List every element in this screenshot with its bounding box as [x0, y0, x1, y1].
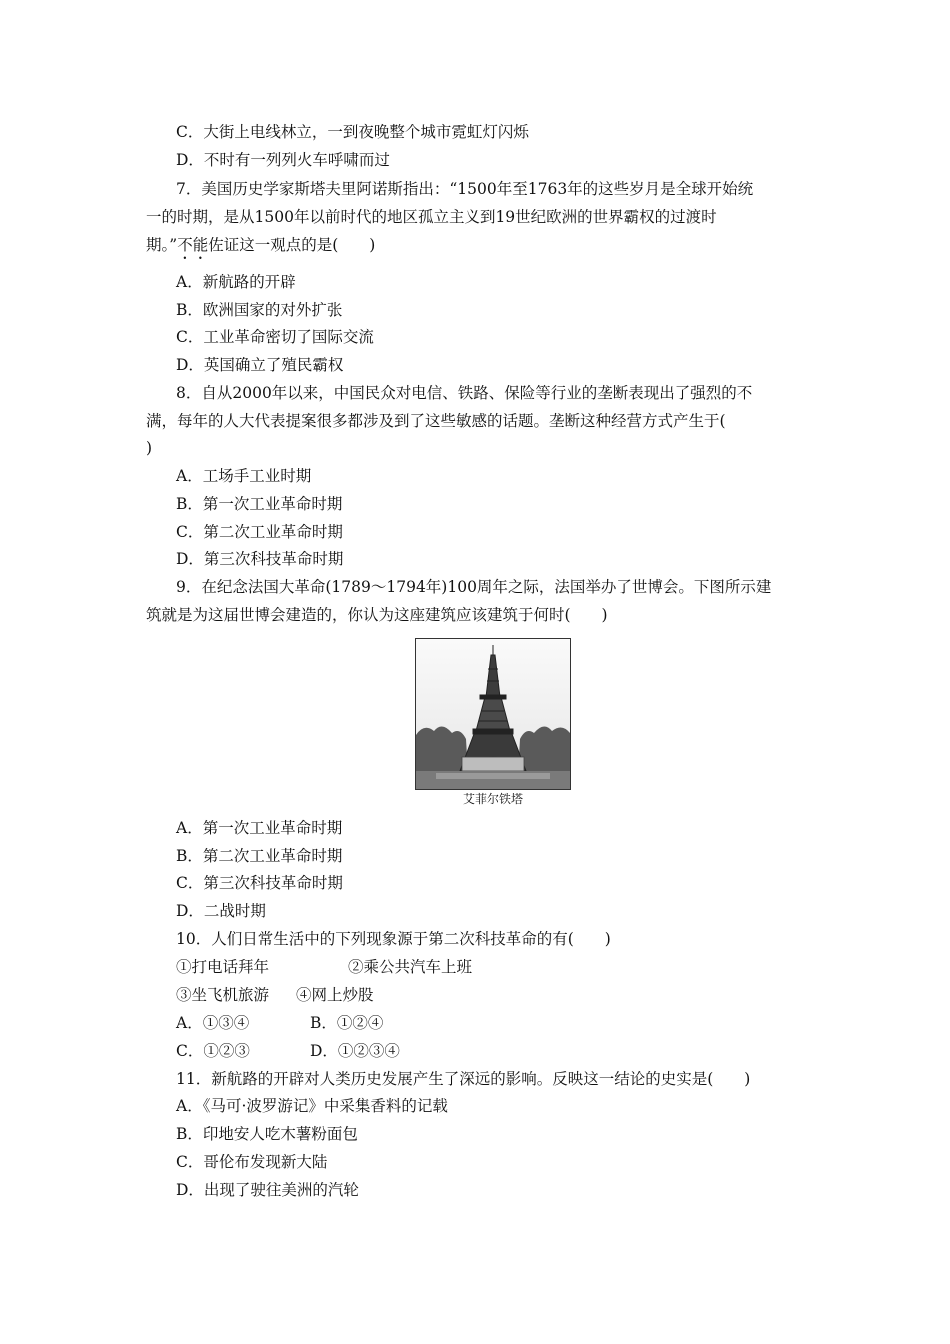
q10-item-3: ③坐飞机旅游	[176, 986, 270, 1004]
q11-option-b: B．印地安人吃木薯粉面包	[176, 1125, 358, 1143]
q6-option-d: D．不时有一列列火车呼啸而过	[176, 151, 390, 169]
q7-emphasis-text: 不能	[177, 236, 209, 254]
q11-stem: 11．新航路的开辟对人类历史发展产生了深远的影响。反映这一结论的史实是( )	[176, 1070, 751, 1088]
q10-option-a: A．①③④	[176, 1014, 250, 1032]
q10-item-1: ①打电话拜年	[176, 958, 270, 976]
q10-items-row1	[176, 953, 473, 981]
q8-stem-line1: 8．自从2000年以来，中国民众对电信、铁路、保险等行业的垄断表现出了强烈的不	[176, 384, 753, 402]
q7-option-c: C．工业革命密切了国际交流	[176, 328, 374, 346]
q8-option-b: B．第一次工业革命时期	[176, 495, 343, 513]
q7-stem-line1: 7．美国历史学家斯塔夫里阿诺斯指出：“1500年至1763年的这些岁月是全球开始统	[176, 180, 754, 198]
figure-caption: 艾菲尔铁塔	[462, 792, 523, 806]
q11-option-c: C．哥伦布发现新大陆	[176, 1153, 328, 1171]
q9-stem-line2: 筑就是为这届世博会建造的，你认为这座建筑应该建筑于何时( )	[146, 606, 608, 624]
q9-option-b: B．第二次工业革命时期	[176, 847, 343, 865]
q7-stem-line3	[146, 231, 375, 263]
q7-option-d: D．英国确立了殖民霸权	[176, 356, 344, 374]
eiffel-tower-icon	[416, 639, 570, 789]
q10-option-d: D．①②③④	[310, 1042, 400, 1060]
q10-option-c: C．①②③	[176, 1042, 250, 1060]
q7-stem-pre: 期。”	[146, 236, 178, 254]
eiffel-tower-photo	[415, 638, 571, 790]
q7-option-b: B．欧洲国家的对外扩张	[176, 301, 343, 319]
q11-option-a: A．《马可·波罗游记》中采集香料的记载	[176, 1097, 448, 1115]
q9-option-c: C．第三次科技革命时期	[176, 874, 343, 892]
q8-option-c: C．第二次工业革命时期	[176, 523, 343, 541]
q10-options-row1	[176, 1009, 384, 1037]
q10-stem: 10．人们日常生活中的下列现象源于第二次科技革命的有( )	[176, 930, 611, 948]
q7-stem-post: 佐证这一观点的是( )	[208, 236, 376, 254]
q8-option-a: A．工场手工业时期	[176, 467, 312, 485]
q9-option-a: A．第一次工业革命时期	[176, 819, 343, 837]
q6-option-c: C．大街上电线林立，一到夜晚整个城市霓虹灯闪烁	[176, 123, 529, 141]
q10-item-2: ②乘公共汽车上班	[348, 958, 473, 976]
q10-options-row2	[176, 1037, 400, 1065]
q7-option-a: A．新航路的开辟	[176, 273, 296, 291]
q8-stem-line3: )	[146, 439, 153, 457]
q10-option-b: B．①②④	[310, 1014, 384, 1032]
q10-items-row2	[176, 981, 374, 1009]
q11-option-d: D．出现了驶往美洲的汽轮	[176, 1181, 359, 1199]
q8-option-d: D．第三次科技革命时期	[176, 550, 344, 568]
q10-item-4: ④网上炒股	[296, 986, 374, 1004]
q7-stem-line2: 一的时期，是从1500年以前时代的地区孤立主义到19世纪欧洲的世界霸权的过渡时	[146, 208, 717, 226]
q9-stem-line1: 9．在纪念法国大革命(1789～1794年)100周年之际，法国举办了世博会。下图所示建	[176, 578, 772, 596]
q9-option-d: D．二战时期	[176, 902, 266, 920]
q8-stem-line2: 满，每年的人大代表提案很多都涉及到了这些敏感的话题。垄断这种经营方式产生于(	[146, 412, 726, 430]
